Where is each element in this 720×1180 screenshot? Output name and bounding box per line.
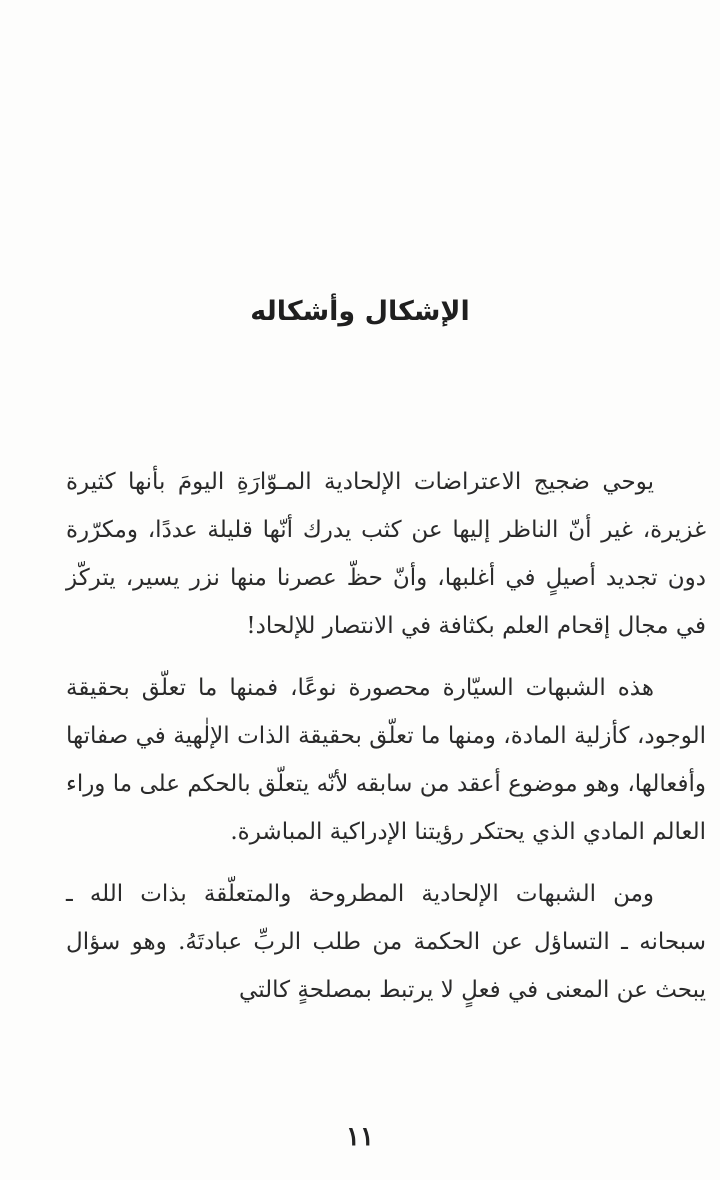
paragraph-1: يوحي ضجيج الاعتراضات الإلحادية المـوّارَةِ اليومَ بأنها كثيرة غزيرة، غير أنّ الناظر إليها عن كثب يدرك أنّها قليلة عددًا، ومكرّرة دون تجديد أصيلٍ في أغلبها، وأنّ حظّ عصرنا منها نزر يسير، يتركّز في مجال إقحام العلم بكثافة في الانتصار للإلحاد! [66,469,706,639]
paragraph-2: هذه الشبهات السيّارة محصورة نوعًا، فمنها ما تعلّق بحقيقة الوجود، كأزلية المادة، ومنها ما تعلّق بحقيقة الذات الإلٰهية في صفاتها وأفعالها، وهو موضوع أعقد من سابقه لأنّه يتعلّق بالحكم على ما وراء العالم المادي الذي يحتكر رؤيتنا الإدراكية المباشرة. [66,675,706,845]
page-number: ١١ [346,1122,374,1152]
paragraph-3: ومن الشبهات الإلحادية المطروحة والمتعلّقة بذات الله ـ سبحانه ـ التساؤل عن الحكمة من طلب الربِّ عبادتَهُ. وهو سؤال يبحث عن المعنى في فعلٍ لا يرتبط بمصلحةٍ كالتي [66,881,706,1003]
chapter-title: الإشكال وأشكاله [250,296,470,328]
body-text [66,458,706,1028]
